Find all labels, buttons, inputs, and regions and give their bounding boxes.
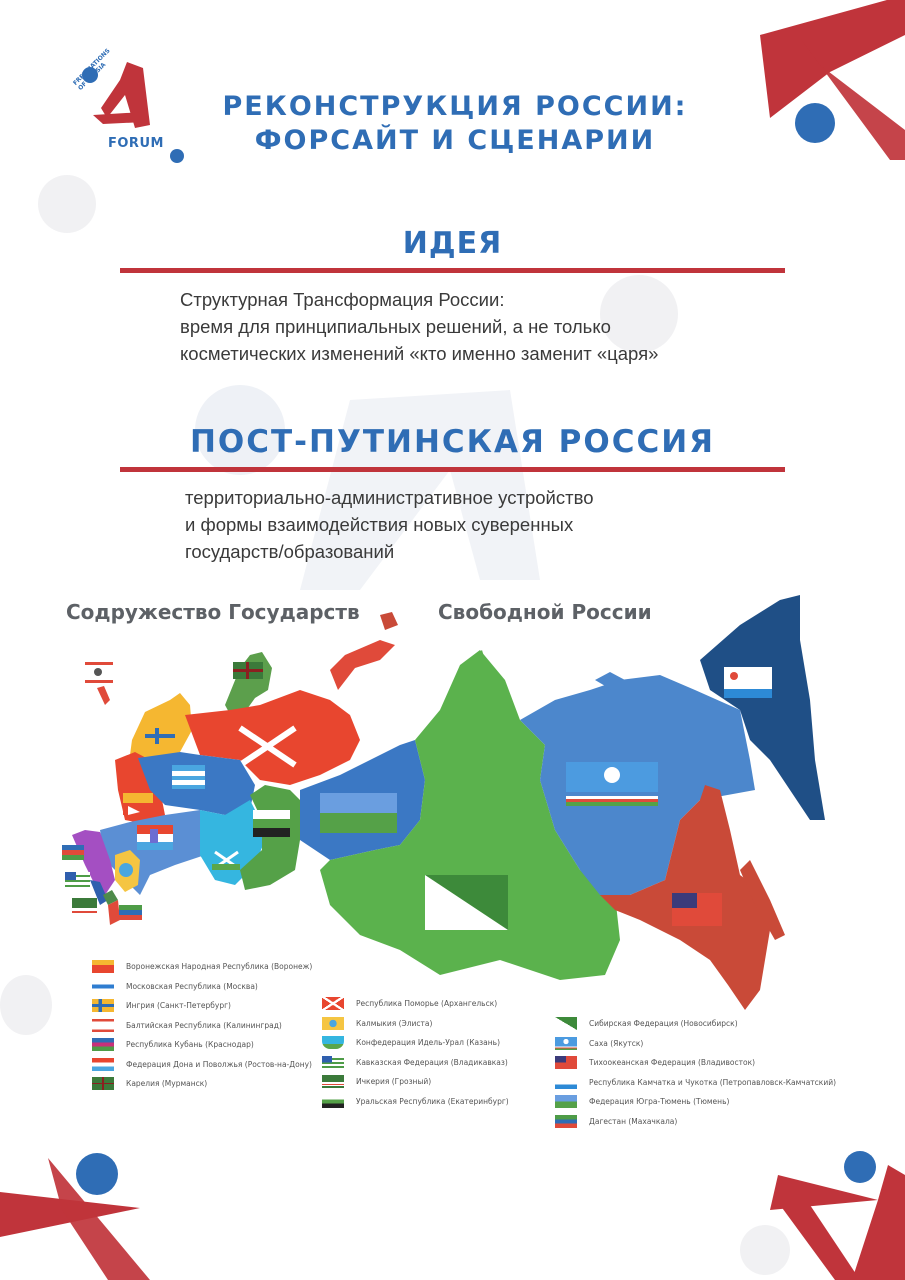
flag-ingria [145, 728, 175, 744]
legend-item [555, 1053, 836, 1073]
legend-item [92, 1016, 312, 1036]
legend-item [92, 1074, 312, 1094]
map-caption-right: Свободной России [438, 600, 652, 624]
page-title [210, 90, 700, 158]
flag-caucasus [65, 872, 90, 888]
decorative-circle [38, 175, 96, 233]
post-putin-divider [120, 467, 785, 472]
logo-forum-text: FORUM [108, 136, 164, 151]
legend-item [92, 977, 312, 997]
flag-voronezh-icon [92, 960, 114, 973]
post-putin-line: территориально-административное устройство [185, 487, 594, 508]
legend-label: Ичкерия (Грозный) [356, 1077, 432, 1087]
legend-label: Московская Республика (Москва) [126, 981, 258, 991]
region-arctic-islands [380, 612, 398, 630]
legend-label: Федерация Югра-Тюмень (Тюмень) [589, 1097, 730, 1107]
flag-dagestan-icon [555, 1115, 577, 1128]
flag-idel-icon [322, 1036, 344, 1049]
flag-kamchatka-icon [555, 1076, 577, 1089]
flag-ichkeria [72, 898, 97, 915]
post-putin-line: государств/образований [185, 541, 395, 562]
flag-pomorye-icon [322, 997, 344, 1010]
flag-moscow-icon [92, 980, 114, 993]
legend-label: Конфедерация Идель-Урал (Казань) [356, 1038, 500, 1048]
legend-item [555, 1112, 836, 1132]
legend-label: Тихоокеанская Федерация (Владивосток) [589, 1058, 756, 1068]
legend-label: Республика Кубань (Краснодар) [126, 1040, 254, 1050]
legend-label: Уральская Республика (Екатеринбург) [356, 1096, 509, 1106]
flag-kalmykia-icon [322, 1017, 344, 1030]
flag-karelia-icon [92, 1077, 114, 1090]
flag-moscow [172, 765, 205, 789]
corner-decoration-bottom-left [0, 1130, 180, 1280]
legend-label: Ингрия (Санкт-Петербург) [126, 1001, 231, 1011]
legend-label: Карелия (Мурманск) [126, 1079, 208, 1089]
flag-don [137, 825, 173, 850]
legend-item [555, 1034, 836, 1054]
flag-pacific [672, 893, 722, 926]
flag-voronezh [123, 793, 153, 815]
flag-ural-icon [322, 1095, 344, 1108]
legend-item [322, 1092, 509, 1112]
logo-arc-text: FREE NATIONS OF RUSSIA [72, 47, 112, 92]
legend-label: Дагестан (Махачкала) [589, 1116, 678, 1126]
flag-karelia [233, 662, 263, 679]
corner-decoration-bottom-right [740, 1130, 905, 1280]
legend-item [555, 1014, 836, 1034]
legend-label: Федерация Дона и Поволжья (Ростов-на-Дону) [126, 1059, 312, 1069]
title-line-1: РЕКОНСТРУКЦИЯ РОССИИ: [222, 91, 688, 122]
legend-column-2 [322, 994, 509, 1111]
flag-sakha [566, 762, 658, 806]
flag-sakha-icon [555, 1037, 577, 1050]
post-putin-heading: ПОСТ-ПУТИНСКАЯ РОССИЯ [189, 424, 716, 460]
idea-line: время для принципиальных решений, а не только [180, 316, 611, 337]
legend-label: Республика Камчатка и Чукотка (Петропавловск-Камчатский) [589, 1077, 837, 1087]
idea-text [180, 286, 658, 367]
legend-item [322, 1014, 509, 1034]
post-putin-line: и формы взаимодействия новых суверенных [185, 514, 574, 535]
flag-kuban-icon [92, 1038, 114, 1051]
legend-label: Воронежская Народная Республика (Воронеж) [126, 962, 313, 972]
legend-label: Кавказская Федерация (Владикавказ) [356, 1057, 508, 1067]
flag-kalmykia [119, 863, 133, 877]
region-ingria [130, 693, 192, 760]
flag-ingria-icon [92, 999, 114, 1012]
region-novaya-zemlya [330, 640, 395, 690]
legend-label: Саха (Якутск) [589, 1038, 644, 1048]
flag-dagestan [119, 905, 142, 920]
flag-baltic-icon [92, 1019, 114, 1032]
flag-ural [253, 810, 290, 837]
corner-decoration-top-right [740, 0, 905, 180]
flag-kuban [62, 845, 84, 860]
flag-siberia-icon [555, 1017, 577, 1030]
flag-yugra-icon [555, 1095, 577, 1108]
idea-heading: ИДЕЯ [402, 226, 503, 261]
flag-caucasus-icon [322, 1056, 344, 1069]
legend-item [555, 1073, 836, 1093]
flag-yugra [320, 793, 397, 833]
flag-ichkeria-icon [322, 1075, 344, 1088]
legend-item [92, 1055, 312, 1075]
flag-kamchatka [724, 667, 772, 698]
idea-line: Структурная Трансформация России: [180, 289, 505, 310]
flag-pacific-icon [555, 1056, 577, 1069]
legend-item [92, 1035, 312, 1055]
idea-line: косметических изменений «кто именно заменит «царя» [180, 343, 659, 364]
idea-divider [120, 268, 785, 273]
legend-item [322, 1072, 509, 1092]
legend-item [555, 1092, 836, 1112]
legend-item [322, 1053, 509, 1073]
title-line-2: ФОРСАЙТ И СЦЕНАРИИ [254, 125, 656, 156]
legend-column-3 [555, 1014, 836, 1131]
legend-label: Калмыкия (Элиста) [356, 1018, 433, 1028]
flag-don-icon [92, 1058, 114, 1071]
legend-item [322, 1033, 509, 1053]
map-caption-left: Содружество Государств [66, 600, 360, 624]
legend-label: Балтийская Республика (Калининград) [126, 1020, 282, 1030]
legend-label: Сибирская Федерация (Новосибирск) [589, 1019, 738, 1029]
post-putin-text [185, 484, 594, 565]
legend-item [92, 957, 312, 977]
legend-item [322, 994, 509, 1014]
region-baltic [85, 662, 113, 705]
flag-siberia [425, 875, 508, 930]
legend-item [92, 996, 312, 1016]
legend-label: Республика Поморье (Архангельск) [356, 999, 498, 1009]
legend-column-1 [92, 957, 312, 1094]
